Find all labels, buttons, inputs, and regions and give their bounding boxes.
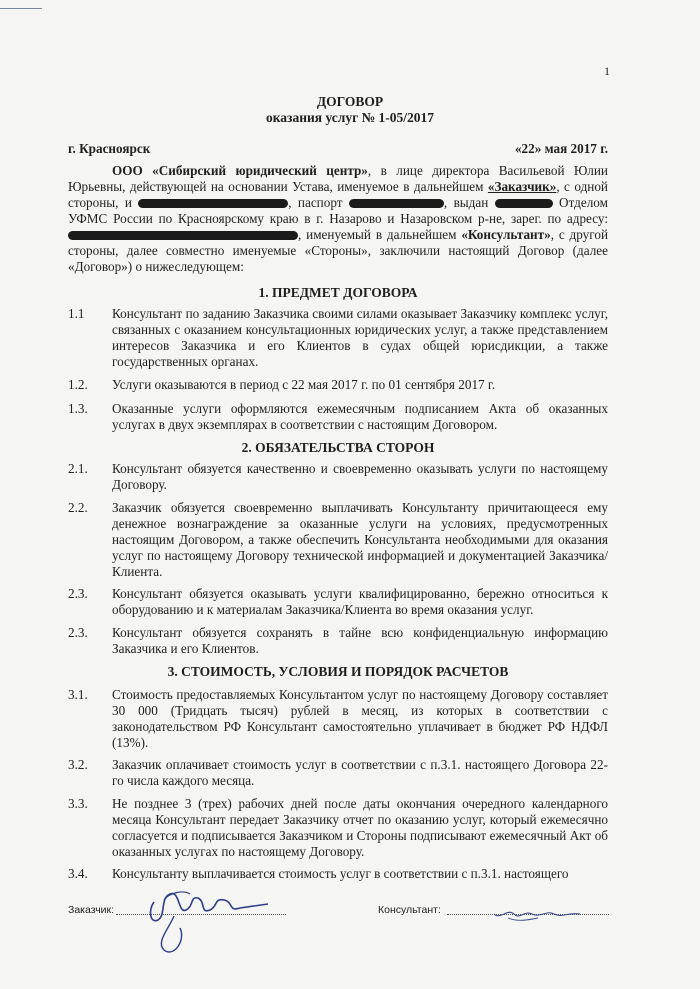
redacted-passport xyxy=(349,199,444,208)
company-name: ООО «Сибирский юридический центр» xyxy=(112,163,368,178)
contract-page: 1 ДОГОВОР оказания услуг № 1-05/2017 г. Красноярск «22» мая 2017 г. ООО «Сибирский юридический центр», в лице директора Васильевой Юлии Юрьевны, действующей на основании Устава, именуемое в дальнейшем «Заказчик», с одной стороны, и , паспорт , выдан Отделом УФМС России по Красноярскому краю в г. Назарово и Назаровском р-не, зарег. по адресу: , именуемый в дальнейшем «Консультант», с другой стороны, далее совместно именуемые «Стороны», заключили настоящий Договор (далее «Договор») о нижеследующем: 1. ПРЕДМЕТ ДОГОВОРА 1.1 Консультант по заданию Заказчика своими силами оказывает Заказчику комплекс услуг, связанных с оказанием консультационных юридических услуг, а также представлением интересов Заказчика и его Клиентов в судах общей юрисдикции, а также государственных органах. 1.2. Услуги оказываются в период с 22 мая 2017 г. по 01 сентября 2017 г. 1.3. Оказанные услуги оформляются ежемесячным подписанием Акта об оказанных услугах в двух экземплярах в соответствии с настоящим Договором. 2. ОБЯЗАТЕЛЬСТВА СТОРОН 2.1. Консультант обязуется качественно и своевременно оказывать услуги по настоящему Договору. 2.2. Заказчик обязуется своевременно выплачивать Консультанту причитающееся ему денежное вознаграждение за оказанные услуги на условиях, предусмотренных настоящим Договором, а также обеспечить Консультанта необходимыми для оказания услуг по настоящему Договору технической информацией и документацией Заказчика/ Клиента. 2.3. Консультант обязуется оказывать услуги квалифицированно, бережно относиться к оборудованию и к материалам Заказчика/Клиента во время оказания услуг. 2.3. Консультант обязуется сохранять в тайне всю конфиденциальную информацию Заказчика и его Клиентов. 3. СТОИМОСТЬ, УСЛОВИЯ И ПОРЯДОК РАСЧЕТОВ 3.1. Стоимость предоставляемых Консультантом услуг по настоящему Договору составляет 30 000 (Тридцать тысяч) рублей в месяц, из которых в соответствии с законодательством РФ Консультант самостоятельно уплачивает в бюджет РФ НДФЛ (13%). 3.2. Заказчик оплачивает стоимость услуг в соответствии с п.3.1. настоящего Договора 22-го числа каждого месяца. 3.3. Не позднее 3 (трех) рабочих дней после даты окончания очередного календарного месяца Консультант передает Заказчику отчет по оказанию услуг, который ежемесячно согласуется и подписывается Заказчиком и Стороны подписывают ежемесячный Акт об оказанных услугах по настоящему Договору. 3.4. Консультанту выплачивается стоимость услуг в соответствии с п.3.1. настоящего Заказчик: Консультант: xyxy=(0,0,700,989)
customer-signature-label: Заказчик: xyxy=(68,904,115,916)
redacted-issue-date xyxy=(495,199,553,208)
consultant-term: «Консультант» xyxy=(461,227,551,242)
consultant-handwritten-signature xyxy=(488,898,588,928)
customer-handwritten-signature xyxy=(140,880,290,960)
section-heading-2: 2. ОБЯЗАТЕЛЬСТВА СТОРОН xyxy=(241,440,435,455)
preamble: ООО «Сибирский юридический центр», в лице директора Васильевой Юлии Юрьевны, действующей на основании Устава, именуемое в дальнейшем «Заказчик», с одной стороны, и , паспорт , выдан Отделом УФМС России по Красноярскому краю в г. Назарово и Назаровском р-не, зарег. по адресу: , именуемый в дальнейшем «Консультант», с другой стороны, далее совместно именуемые «Стороны», заключили настоящий Договор (далее «Договор») о нижеследующем: xyxy=(68,163,609,274)
customer-term: «Заказчик» xyxy=(487,179,557,194)
document-title: ДОГОВОР xyxy=(316,94,384,109)
consultant-signature-label: Консультант: xyxy=(378,904,441,916)
scan-edge-mark xyxy=(0,8,42,9)
section-heading-3: 3. СТОИМОСТЬ, УСЛОВИЯ И ПОРЯДОК РАСЧЕТОВ xyxy=(167,664,509,679)
contract-city: г. Красноярск xyxy=(68,141,151,156)
section-heading-1: 1. ПРЕДМЕТ ДОГОВОРА xyxy=(258,285,418,300)
contract-date: «22» мая 2017 г. xyxy=(514,141,608,156)
redacted-name xyxy=(138,199,288,208)
redacted-address xyxy=(68,231,298,240)
document-subtitle: оказания услуг № 1-05/2017 xyxy=(265,110,435,125)
page-number: 1 xyxy=(604,64,610,78)
